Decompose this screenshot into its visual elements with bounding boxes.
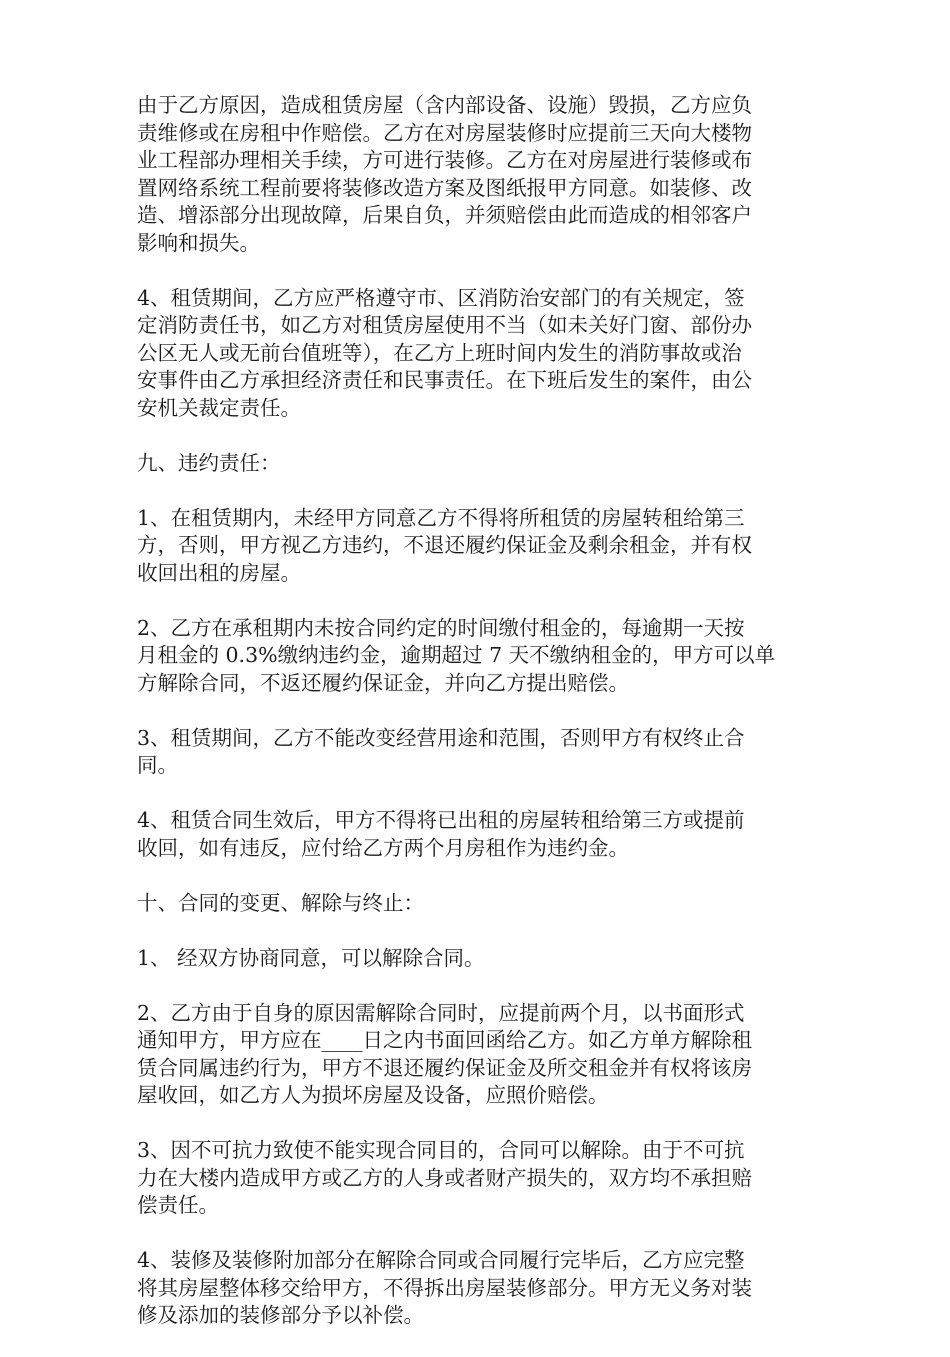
paragraph-line: 偿责任。 xyxy=(137,1193,219,1217)
paragraph-line: 3、因不可抗力致使不能实现合同目的，合同可以解除。由于不可抗 xyxy=(137,1138,745,1162)
paragraph-line: 公区无人或无前台值班等），在乙方上班时间内发生的消防事故或治 xyxy=(137,340,742,365)
paragraph-line: 将其房屋整体移交给甲方，不得拆出房屋装修部分。甲方无义务对装 xyxy=(137,1275,752,1300)
paragraph-line: 2、乙方在承租期内未按合同约定的时间缴付租金的，每逾期一天按 xyxy=(137,615,745,640)
document-paragraph xyxy=(137,1000,817,1110)
paragraph-line: 十、合同的变更、解除与终止： xyxy=(137,890,424,915)
paragraph-line: 业工程部办理相关手续，方可进行装修。乙方在对房屋进行装修或布 xyxy=(137,148,752,172)
document-paragraph xyxy=(137,450,817,478)
document-paragraph xyxy=(137,285,817,423)
paragraph-line: 影响和损失。 xyxy=(137,230,260,255)
paragraph-line: 修及添加的装修部分予以补偿。 xyxy=(137,1303,424,1327)
paragraph-line: 安事件由乙方承担经济责任和民事责任。在下班后发生的案件，由公 xyxy=(137,368,752,392)
paragraph-line: 定消防责任书，如乙方对租赁房屋使用不当（如未关好门窗、部份办 xyxy=(137,313,752,337)
paragraph-line: 置网络系统工程前要将装修改造方案及图纸报甲方同意。如装修、改 xyxy=(137,175,752,200)
document-paragraph xyxy=(137,615,817,698)
paragraph-line: 方解除合同，不返还履约保证金，并向乙方提出赔偿。 xyxy=(137,670,629,695)
document-paragraph xyxy=(137,1137,817,1220)
paragraph-line: 收回出租的房屋。 xyxy=(137,560,301,585)
document-paragraph xyxy=(137,505,817,588)
paragraph-line: 同。 xyxy=(137,753,178,777)
paragraph-line: 通知甲方，甲方应在____日之内书面回函给乙方。如乙方单方解除租 xyxy=(137,1028,752,1052)
paragraph-line: 4、装修及装修附加部分在解除合同或合同履行完毕后，乙方应完整 xyxy=(137,1248,745,1272)
paragraph-line: 月租金的 0.3%缴纳违约金，逾期超过 7 天不缴纳租金的，甲方可以单 xyxy=(137,643,776,667)
document-paragraph xyxy=(137,945,817,973)
paragraph-line: 1、 经双方协商同意，可以解除合同。 xyxy=(137,945,485,970)
paragraph-line: 由于乙方原因，造成租赁房屋（含内部设备、设施）毁损，乙方应负 xyxy=(137,93,752,117)
paragraph-line: 九、违约责任： xyxy=(137,450,281,475)
paragraph-line: 3、租赁期间，乙方不能改变经营用途和范围，否则甲方有权终止合 xyxy=(137,725,745,750)
paragraph-line: 安机关裁定责任。 xyxy=(137,395,301,420)
document-paragraph xyxy=(137,807,817,862)
paragraph-line: 1、在租赁期内，未经甲方同意乙方不得将所租赁的房屋转租给第三 xyxy=(137,505,745,530)
document-paragraph xyxy=(137,890,817,918)
document-paragraph xyxy=(137,1247,817,1330)
document-paragraph xyxy=(137,725,817,780)
paragraph-line: 方，否则，甲方视乙方违约，不退还履约保证金及剩余租金，并有权 xyxy=(137,533,752,557)
paragraph-line: 力在大楼内造成甲方或乙方的人身或者财产损失的，双方均不承担赔 xyxy=(137,1165,752,1190)
paragraph-line: 赁合同属违约行为，甲方不退还履约保证金及所交租金并有权将该房 xyxy=(137,1055,752,1080)
paragraph-line: 收回，如有违反，应付给乙方两个月房租作为违约金。 xyxy=(137,835,629,860)
paragraph-line: 屋收回，如乙方人为损坏房屋及设备，应照价赔偿。 xyxy=(137,1083,609,1107)
paragraph-line: 2、乙方由于自身的原因需解除合同时，应提前两个月，以书面形式 xyxy=(137,1000,745,1025)
document-paragraph xyxy=(137,92,817,257)
document-body xyxy=(137,92,817,1357)
paragraph-line: 4、租赁合同生效后，甲方不得将已出租的房屋转租给第三方或提前 xyxy=(137,808,745,832)
paragraph-line: 造、增添部分出现故障，后果自负，并须赔偿由此而造成的相邻客户 xyxy=(137,203,752,227)
paragraph-line: 4、租赁期间，乙方应严格遵守市、区消防治安部门的有关规定，签 xyxy=(137,285,745,310)
paragraph-line: 责维修或在房租中作赔偿。乙方在对房屋装修时应提前三天向大楼物 xyxy=(137,120,752,145)
